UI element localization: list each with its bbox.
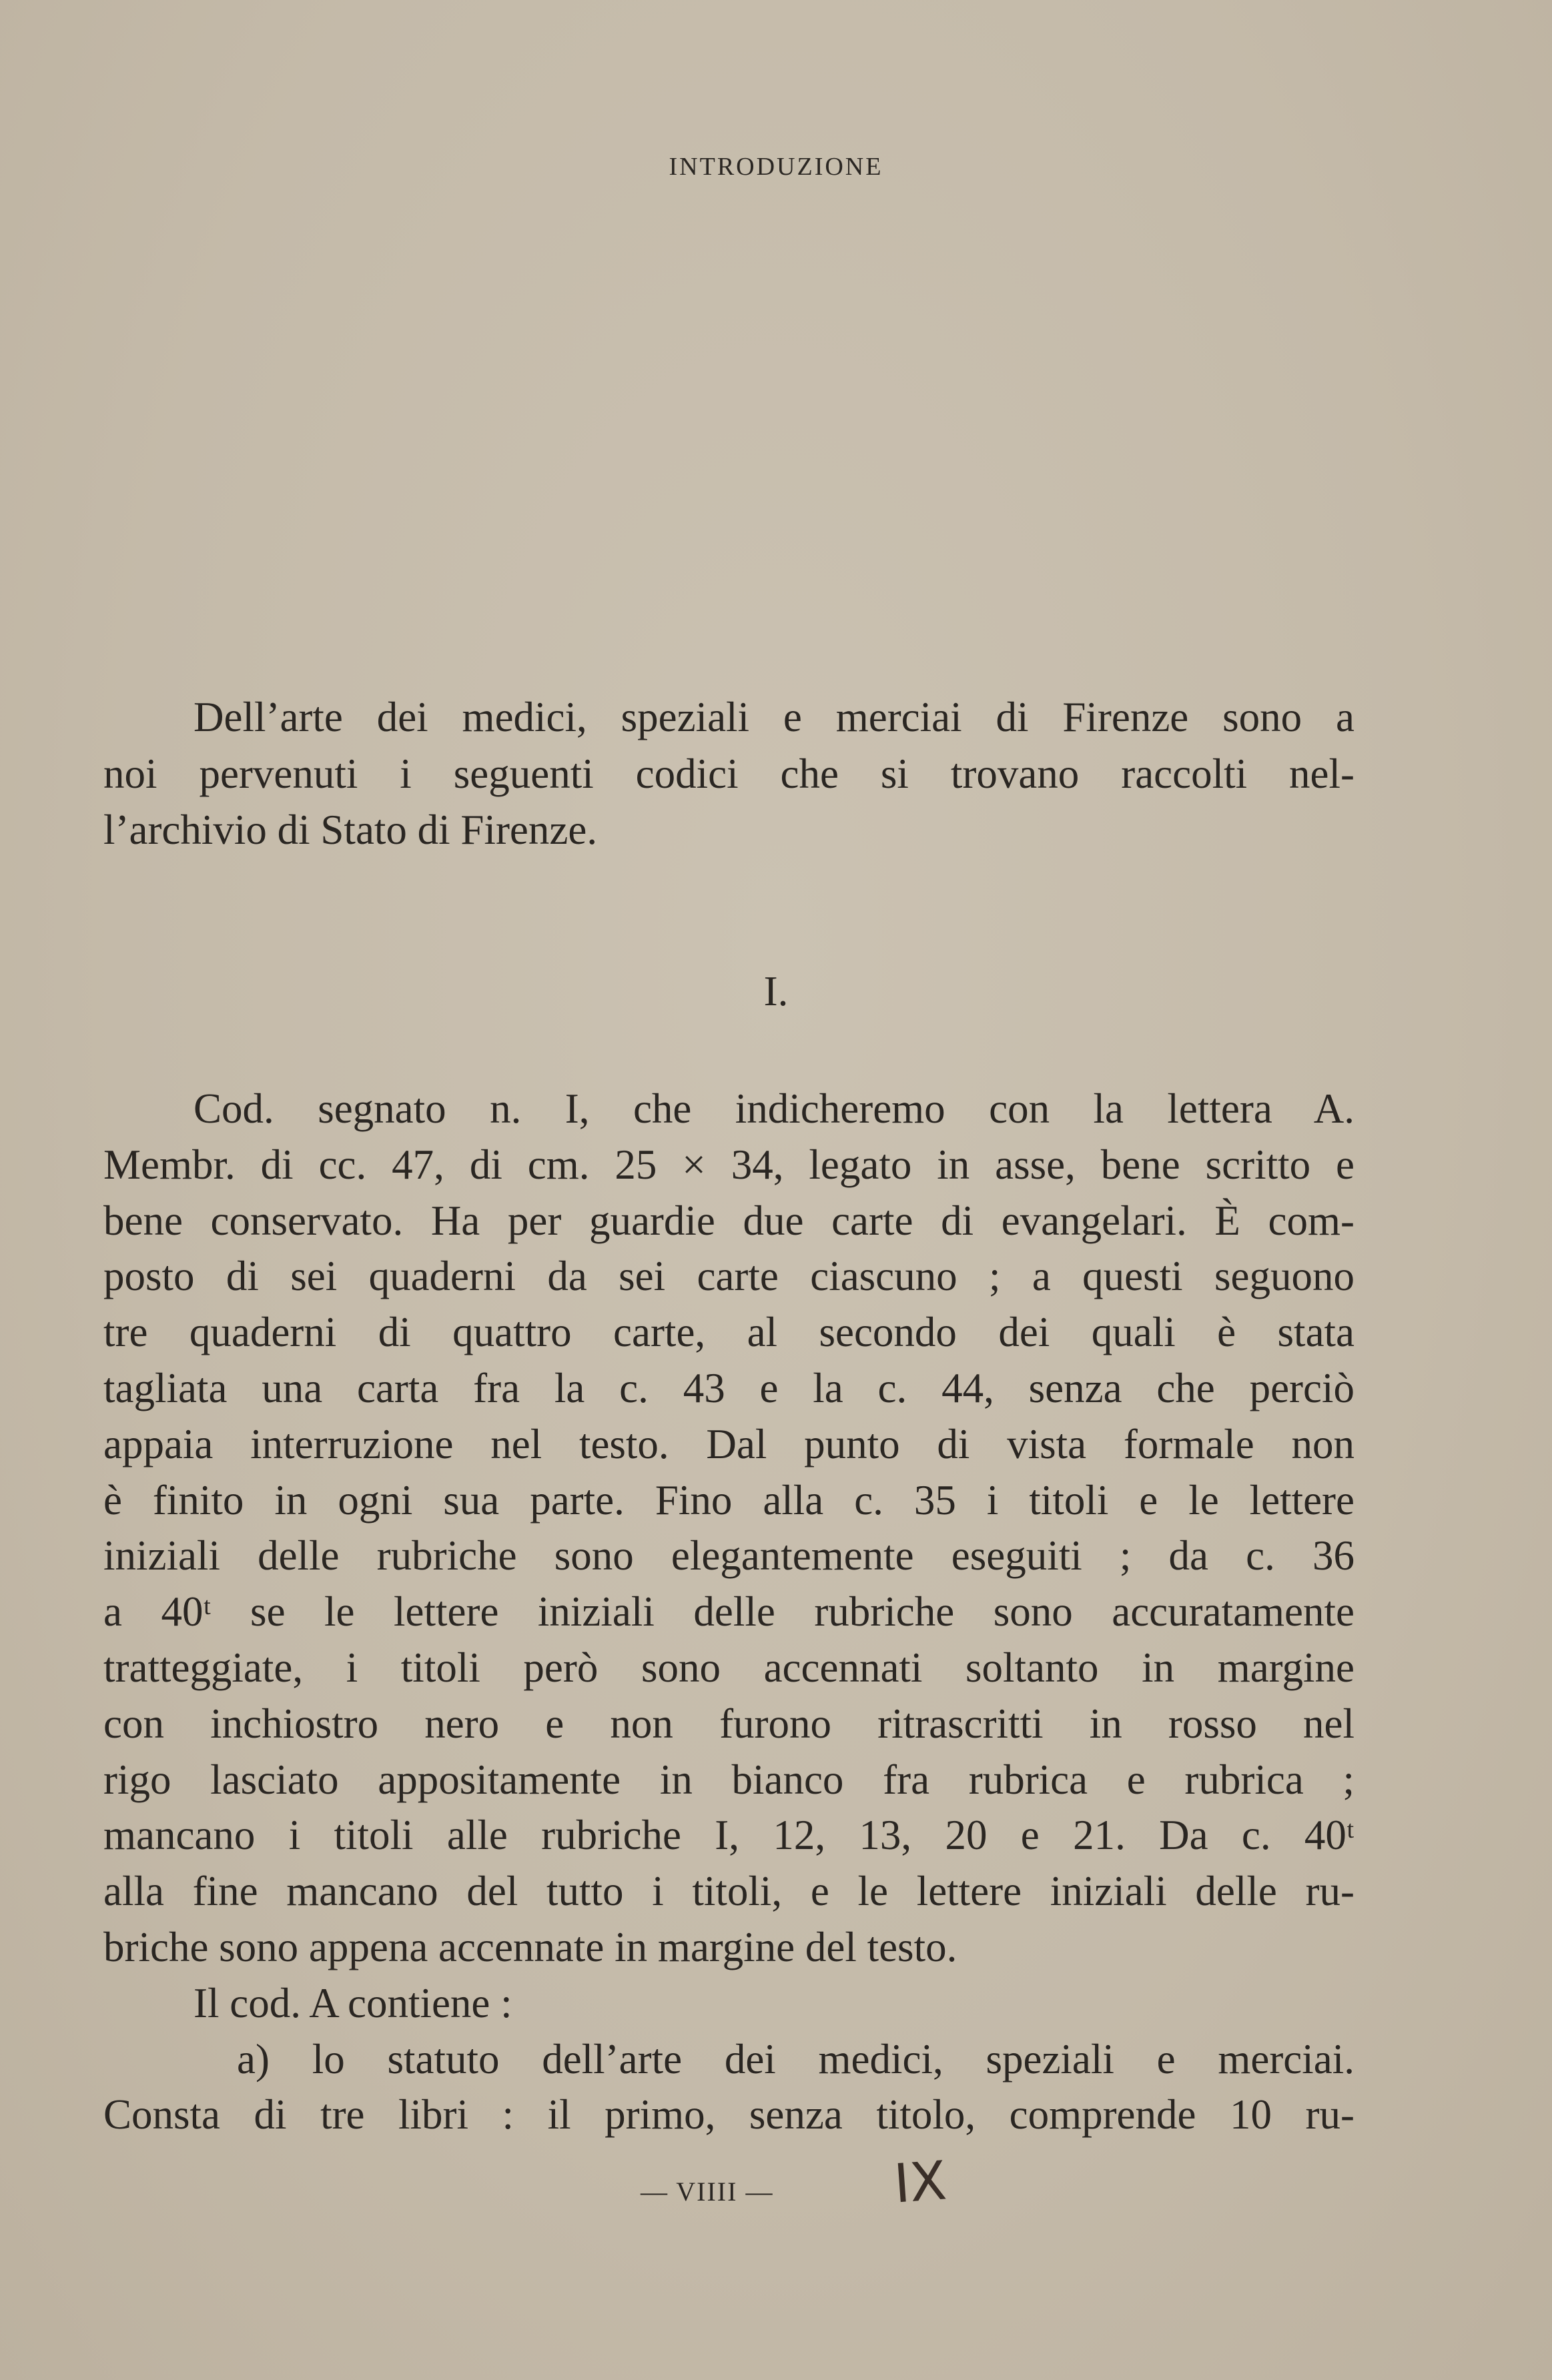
body-line: iniziali delle rubriche sono elegantemente eseguiti ; da c. 36 (103, 1532, 1354, 1580)
handwritten-folio: IX (891, 2149, 949, 2215)
body-line: con inchiostro nero e non furono ritrascritti in rosso nel (103, 1700, 1354, 1747)
running-head: INTRODUZIONE (669, 153, 883, 181)
body-line: a 40ᵗ se le lettere iniziali delle rubriche sono accuratamente (103, 1588, 1354, 1636)
body-line: bene conservato. Ha per guardie due carte di evangelari. È com- (103, 1197, 1354, 1244)
body-line: appaia interruzione nel testo. Dal punto di vista formale non (103, 1420, 1354, 1467)
intro-line: noi pervenuti i seguenti codici che si trovano raccolti nel- (103, 750, 1354, 797)
body-line: posto di sei quaderni da sei carte ciascuno ; a questi seguono (103, 1253, 1354, 1300)
intro-line: l’archivio di Stato di Firenze. (103, 806, 598, 853)
body-line: rigo lasciato appositamente in bianco fra rubrica e rubrica ; (103, 1756, 1354, 1803)
body-line: Membr. di cc. 47, di cm. 25 × 34, legato in asse, bene scritto e (103, 1141, 1354, 1188)
body-line: tagliata una carta fra la c. 43 e la c. 44, senza che perciò (103, 1365, 1354, 1411)
body-line: a) lo statuto dell’arte dei medici, speziali e merciai. (237, 2035, 1354, 2082)
intro-line: Dell’arte dei medici, speziali e merciai di Firenze sono a (193, 694, 1354, 740)
body-line: mancano i titoli alle rubriche I, 12, 13, 20 e 21. Da c. 40ᵗ (103, 1812, 1354, 1859)
body-line: Consta di tre libri : il primo, senza titolo, comprende 10 ru- (103, 2091, 1354, 2139)
body-line: tratteggiate, i titoli però sono accennati soltanto in margine (103, 1644, 1354, 1691)
page-number: — VIIII — (641, 2177, 774, 2207)
body-line: briche sono appena accennate in margine del testo. (103, 1924, 957, 1970)
section-number: I. (763, 968, 789, 1015)
body-line: tre quaderni di quattro carte, al secondo dei quali è stata (103, 1309, 1354, 1356)
body-line: è finito in ogni sua parte. Fino alla c. 35 i titoli e le lettere (103, 1476, 1354, 1524)
body-line: Cod. segnato n. I, che indicheremo con la lettera A. (193, 1085, 1354, 1132)
body-line: Il cod. A contiene : (193, 1979, 512, 2026)
body-line: alla fine mancano del tutto i titoli, e le lettere iniziali delle ru- (103, 1868, 1354, 1915)
